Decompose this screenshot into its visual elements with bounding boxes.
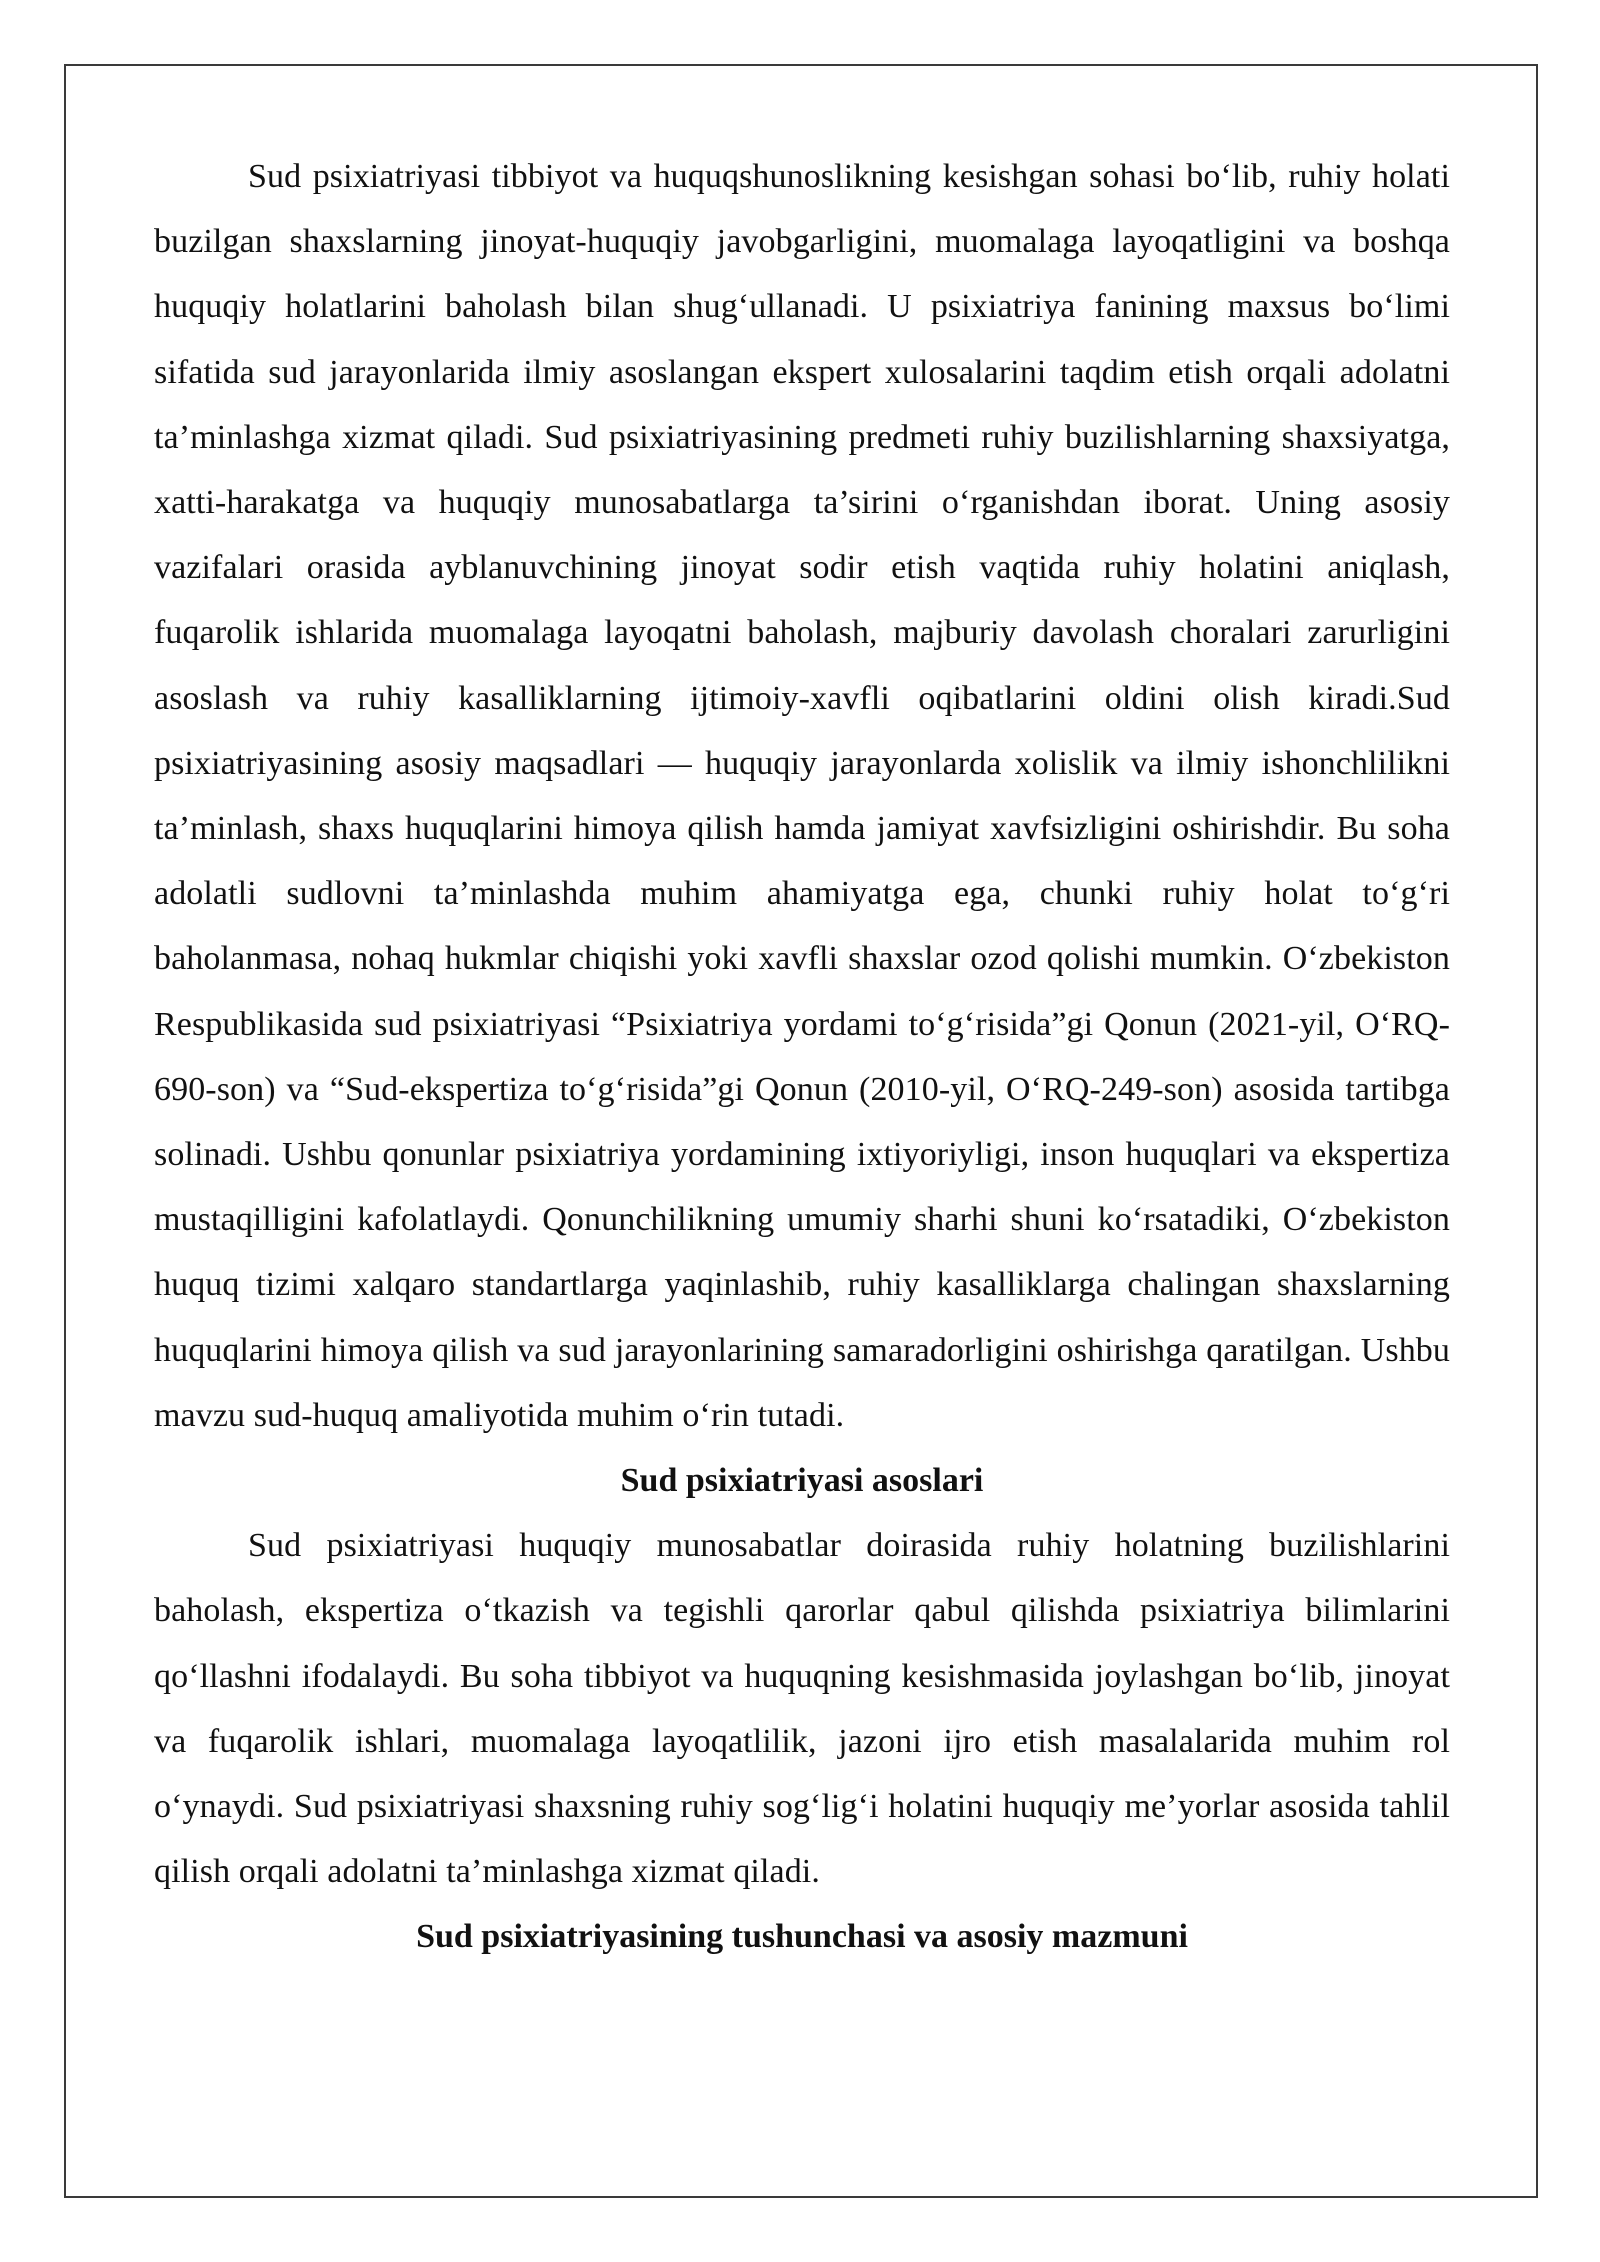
section-heading-asoslari: Sud psixiatriyasi asoslari [620,1462,984,1500]
section-paragraph-asoslari: Sud psixiatriyasi huquqiy munosabatlar doirasida ruhiy holatning buzilishlarini baholash, ekspertiza o‘tkazish va tegishli qarorlar qabul qilishda psixiatriya bilimlarini qo‘llashni ifodalaydi. Bu soha tibbiyot va huquqning kesishmasida joylashgan bo‘lib, jinoyat va fuqarolik ishlari, muomalaga layoqatlilik, jazoni ijro etish masalalarida muhim rol o‘ynaydi. Sud psixiatriyasi shaxsning ruhiy sog‘lig‘i holatini huquqiy me’yorlar asosida tahlil qilish orqali adolatni ta’minlashga xizmat qiladi. [154,1527,1450,1891]
intro-paragraph: Sud psixiatriyasi tibbiyot va huquqshunoslikning kesishgan sohasi bo‘lib, ruhiy holati buzilgan shaxslarning jinoyat-huquqiy javobgarligini, muomalaga layoqatligini va boshqa huquqiy holatlarini baholash bilan shug‘ullanadi. U psixiatriya fanining maxsus bo‘limi sifatida sud jarayonlarida ilmiy asoslangan ekspert xulosalarini taqdim etish orqali adolatni ta’minlashga xizmat qiladi. Sud psixiatriyasining predmeti ruhiy buzilishlarning shaxsiyatga, xatti-harakatga va huquqiy munosabatlarga ta’sirini o‘rganishdan iborat. Uning asosiy vazifalari orasida ayblanuvchining jinoyat sodir etish vaqtida ruhiy holatini aniqlash, fuqarolik ishlarida muomalaga layoqatni baholash, majburiy davolash choralari zarurligini asoslash va ruhiy kasalliklarning ijtimoiy-xavfli oqibatlarini oldini olish kiradi.Sud psixiatriyasining asosiy maqsadlari — huquqiy jarayonlarda xolislik va ilmiy ishonchlilikni ta’minlash, shaxs huquqlarini himoya qilish hamda jamiyat xavfsizligini oshirishdir. Bu soha adolatli sudlovni ta’minlashda muhim ahamiyatga ega, chunki ruhiy holat to‘g‘ri baholanmasa, nohaq hukmlar chiqishi yoki xavfli shaxslar ozod qolishi mumkin. O‘zbekiston Respublikasida sud psixiatriyasi “Psixiatriya yordami to‘g‘risida”gi Qonun (2021-yil, O‘RQ-690-son) va “Sud-ekspertiza to‘g‘risida”gi Qonun (2010-yil, O‘RQ-249-son) asosida tartibga solinadi. Ushbu qonunlar psixiatriya yordamining ixtiyoriyligi, inson huquqlari va ekspertiza mustaqilligini kafolatlaydi. Qonunchilikning umumiy sharhi shuni ko‘rsatadiki, O‘zbekiston huquq tizimi xalqaro standartlarga yaqinlashib, ruhiy kasalliklarga chalingan shaxslarning huquqlarini himoya qilish va sud jarayonlarining samaradorligini oshirishga qaratilgan. Ushbu mavzu sud-huquq amaliyotida muhim o‘rin tutadi. [154,158,1450,1434]
section-heading-tushunchasi: Sud psixiatriyasining tushunchasi va asosiy mazmuni [416,1918,1188,1956]
document-body [154,144,1450,1970]
